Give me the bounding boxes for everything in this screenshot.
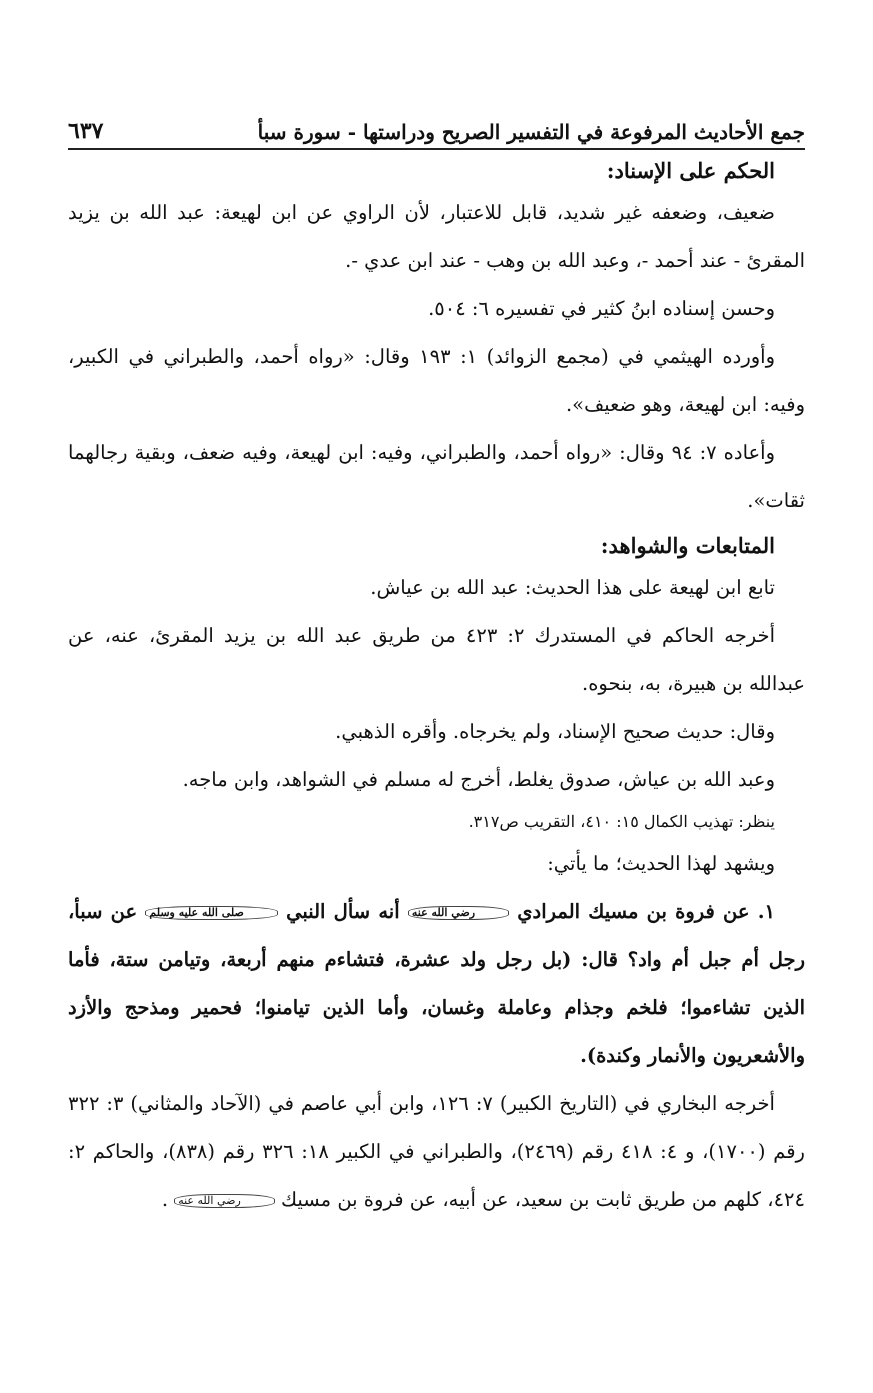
paragraph: أخرجه الحاكم في المستدرك ٢: ٤٢٣ من طريق عبد الله بن يزيد المقرئ، عنه، عن عبدالله بن هبيرة، به، بنحوه. [68, 624, 805, 695]
section-heading-followups: المتابعات والشواهد: [600, 533, 775, 558]
page-body [68, 158, 805, 1224]
hadith-paragraph [68, 888, 805, 1080]
section-heading-ruling: الحكم على الإسناد: [606, 158, 775, 183]
prophet-honorific-icon: صلى الله عليه وسلم [145, 906, 278, 920]
paragraph: وعبد الله بن عياش، صدوق يغلط، أخرج له مسلم في الشواهد، وابن ماجه. [182, 768, 775, 791]
paragraph: وقال: حديث صحيح الإسناد، ولم يخرجاه. وأقره الذهبي. [335, 720, 775, 743]
running-header [68, 110, 805, 150]
takhrij-paragraph [68, 1080, 805, 1224]
hadith-text-part1: ١. عن فروة بن مسيك المرادي [517, 900, 775, 923]
paragraph: ضعيف، وضعفه غير شديد، قابل للاعتبار، لأن الراوي عن ابن لهيعة: عبد الله بن يزيد المقرئ - عند أحمد -، وعبد الله بن وهب - عند ابن عدي -. [68, 201, 805, 272]
reference-note: ينظر: تهذيب الكمال ١٥: ٤١٠، التقريب ص٣١٧. [468, 812, 775, 831]
paragraph: وأورده الهيثمي في (مجمع الزوائد) ١: ١٩٣ وقال: «رواه أحمد، والطبراني في الكبير، وفيه: ابن لهيعة، وهو ضعيف». [68, 345, 805, 416]
companion-honorific-icon: رضي الله عنه [408, 906, 509, 920]
end-period: . [161, 1188, 169, 1211]
paragraph: تابع ابن لهيعة على هذا الحديث: عبد الله بن عياش. [370, 576, 775, 599]
paragraph: وأعاده ٧: ٩٤ وقال: «رواه أحمد، والطبراني، وفيه: ابن لهيعة، وفيه ضعف، وبقية رجالهما ثقات». [68, 441, 805, 512]
companion-honorific-icon: رضي الله عنه [174, 1194, 275, 1208]
paragraph: ويشهد لهذا الحديث؛ ما يأتي: [547, 852, 775, 875]
paragraph: وحسن إسناده ابنُ كثير في تفسيره ٦: ٥٠٤. [428, 297, 775, 320]
page-number: ٦٣٧ [68, 118, 104, 144]
hadith-text-part2: أنه سأل النبي [286, 900, 400, 923]
takhrij-text: أخرجه البخاري في (التاريخ الكبير) ٧: ١٢٦، وابن أبي عاصم في (الآحاد والمثاني) ٣: ٣٢٢ رقم (١٧٠٠)، و ٤: ٤١٨ رقم (٢٤٦٩)، والطبراني في الكبير ١٨: ٣٢٦ رقم (٨٣٨)، والحاكم ٢: ٤٢٤، كلهم من طريق ثابت بن سعيد، عن أبيه، عن فروة بن مسيك [68, 1092, 805, 1211]
hadith-text-part3: عن سبأ، رجل أم جبل أم واد؟ قال: (بل رجل ولد عشرة، فتشاءم منهم أربعة، وتيامن ستة، فأما الذين تشاءموا؛ فلخم وجذام وعاملة وغسان، وأما الذين تيامنوا؛ فحمير ومذحج والأزد والأشعريون والأنمار وكندة). [68, 900, 805, 1067]
header-title: جمع الأحاديث المرفوعة في التفسير الصريح ودراستها - سورة سبأ [257, 120, 805, 144]
